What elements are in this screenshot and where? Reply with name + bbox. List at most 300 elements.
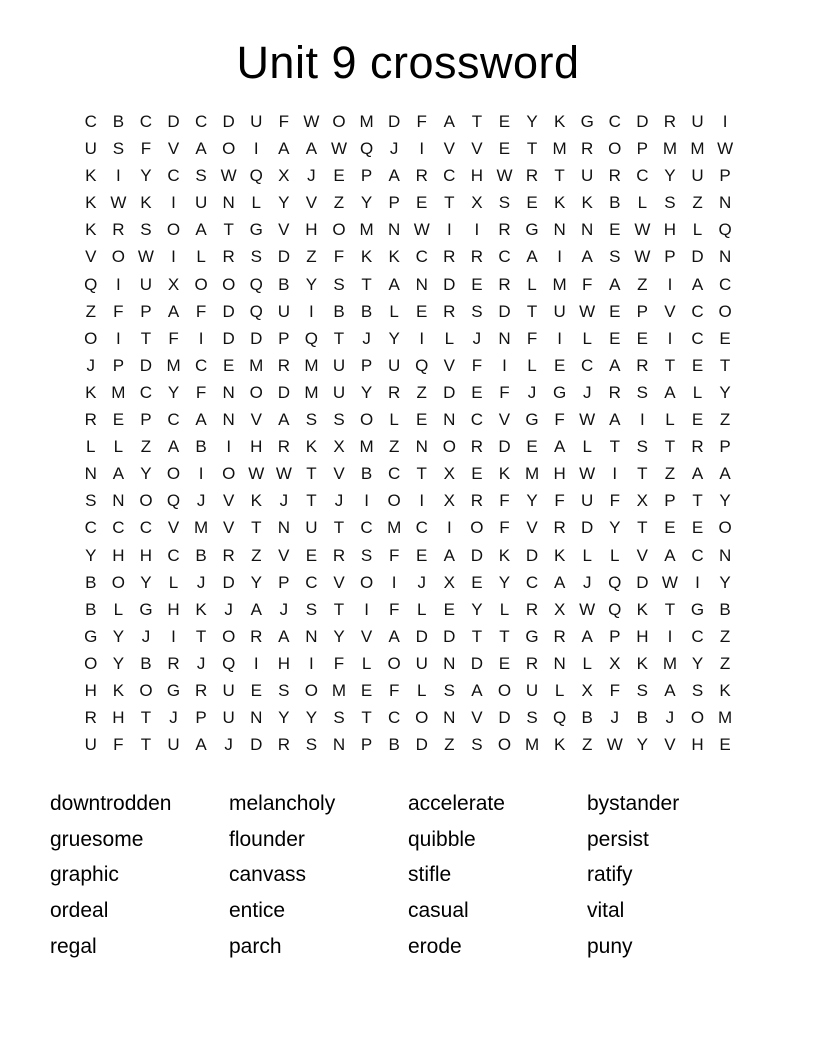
- grid-letter: F: [388, 599, 400, 619]
- grid-row: [77, 406, 739, 433]
- grid-letter: M: [249, 355, 264, 375]
- grid-letter: A: [278, 410, 290, 430]
- grid-row: [77, 433, 739, 460]
- word-item: downtrodden: [50, 792, 172, 816]
- grid-letter: U: [388, 355, 401, 375]
- grid-letter: L: [582, 328, 592, 348]
- grid-letter: D: [443, 274, 456, 294]
- grid-letter: D: [581, 518, 594, 538]
- grid-letter: C: [194, 355, 208, 375]
- grid-letter: P: [140, 301, 152, 321]
- grid-letter: A: [609, 355, 621, 375]
- grid-letter: E: [360, 680, 373, 700]
- grid-letter: N: [443, 653, 456, 673]
- grid-letter: I: [557, 247, 562, 267]
- grid-letter: S: [443, 680, 455, 700]
- grid-letter: L: [251, 193, 261, 213]
- grid-letter: A: [388, 166, 400, 186]
- grid-letter: A: [443, 112, 455, 131]
- grid-letter: S: [636, 382, 649, 402]
- grid-letter: K: [388, 247, 400, 267]
- grid-letter: Z: [140, 437, 152, 457]
- grid-letter: C: [84, 518, 97, 538]
- grid-letter: K: [636, 653, 649, 673]
- grid-letter: V: [498, 410, 511, 430]
- grid-letter: O: [111, 247, 125, 267]
- grid-letter: F: [278, 112, 290, 131]
- grid-letter: C: [691, 328, 704, 348]
- grid-letter: E: [526, 193, 538, 213]
- grid-letter: C: [498, 247, 511, 267]
- grid-letter: E: [250, 680, 262, 700]
- grid-row: [77, 243, 739, 270]
- grid-letter: Y: [360, 382, 373, 402]
- grid-letter: I: [667, 274, 673, 294]
- grid-letter: U: [84, 139, 97, 159]
- grid-letter: M: [552, 274, 567, 294]
- grid-letter: W: [661, 572, 678, 592]
- grid-letter: E: [471, 274, 483, 294]
- grid-letter: E: [719, 328, 731, 348]
- grid-letter: G: [84, 626, 98, 646]
- grid-letter: R: [470, 491, 484, 511]
- grid-letter: F: [168, 328, 179, 348]
- grid-letter: O: [497, 735, 512, 755]
- grid-letter: R: [277, 735, 290, 755]
- grid-row: [77, 704, 739, 731]
- grid-letter: P: [195, 708, 207, 728]
- grid-letter: I: [557, 328, 562, 348]
- grid-letter: I: [309, 653, 314, 673]
- grid-letter: R: [443, 301, 456, 321]
- grid-letter: U: [222, 708, 235, 728]
- grid-letter: F: [499, 491, 510, 511]
- grid-letter: H: [663, 220, 677, 240]
- grid-letter: H: [139, 545, 153, 565]
- grid-letter: R: [222, 247, 235, 267]
- grid-letter: X: [609, 653, 621, 673]
- grid-row: [77, 189, 739, 216]
- grid-letter: U: [691, 112, 704, 131]
- grid-letter: K: [360, 247, 373, 267]
- grid-letter: Z: [306, 247, 317, 267]
- grid-letter: N: [388, 220, 401, 240]
- grid-letter: T: [333, 599, 345, 619]
- grid-letter: T: [140, 328, 152, 348]
- word-item: casual: [408, 899, 469, 923]
- grid-letter: A: [609, 274, 621, 294]
- grid-letter: C: [139, 518, 153, 538]
- grid-letter: B: [581, 708, 593, 728]
- grid-letter: S: [333, 708, 345, 728]
- grid-letter: I: [171, 193, 176, 213]
- grid-letter: I: [446, 220, 452, 240]
- grid-letter: B: [636, 708, 649, 728]
- grid-letter: J: [141, 626, 151, 646]
- grid-letter: V: [278, 220, 290, 240]
- grid-letter: R: [525, 599, 539, 619]
- grid-letter: C: [691, 626, 704, 646]
- grid-letter: X: [581, 680, 593, 700]
- grid-letter: D: [277, 247, 290, 267]
- grid-letter: M: [166, 355, 181, 375]
- grid-letter: Z: [333, 193, 345, 213]
- grid-letter: V: [223, 518, 235, 538]
- grid-letter: Y: [167, 382, 180, 402]
- page-title: Unit 9 crossword: [236, 37, 580, 88]
- grid-letter: L: [610, 545, 620, 565]
- grid-letter: Q: [249, 166, 263, 186]
- grid-letter: S: [140, 220, 152, 240]
- grid-letter: V: [664, 301, 676, 321]
- grid-letter: E: [416, 545, 428, 565]
- grid-letter: Z: [664, 464, 676, 484]
- grid-letter: C: [636, 166, 649, 186]
- grid-letter: L: [665, 410, 675, 430]
- grid-letter: Q: [249, 274, 263, 294]
- grid-letter: B: [609, 193, 621, 213]
- grid-letter: N: [498, 328, 511, 348]
- grid-letter: O: [359, 410, 374, 430]
- word-item: ordeal: [50, 899, 109, 923]
- grid-letter: W: [717, 139, 734, 159]
- grid-letter: E: [609, 301, 621, 321]
- grid-letter: D: [636, 572, 649, 592]
- grid-letter: N: [718, 545, 732, 565]
- grid-letter: P: [112, 355, 125, 375]
- grid-letter: Y: [719, 491, 731, 511]
- grid-letter: J: [224, 735, 233, 755]
- grid-letter: O: [166, 464, 181, 484]
- grid-letter: C: [691, 545, 704, 565]
- grid-letter: M: [359, 220, 374, 240]
- grid-letter: M: [111, 382, 126, 402]
- grid-letter: R: [525, 653, 539, 673]
- grid-row: [77, 677, 739, 704]
- grid-letter: O: [359, 572, 374, 592]
- grid-letter: U: [525, 680, 539, 700]
- grid-letter: S: [305, 599, 318, 619]
- word-list-column: [229, 786, 408, 964]
- grid-letter: U: [84, 735, 97, 755]
- grid-letter: R: [470, 437, 484, 457]
- grid-letter: T: [306, 464, 317, 484]
- grid-letter: T: [526, 301, 538, 321]
- grid-letter: W: [137, 247, 154, 267]
- grid-letter: F: [113, 735, 124, 755]
- grid-letter: P: [664, 491, 676, 511]
- grid-letter: A: [278, 626, 290, 646]
- grid-letter: S: [498, 193, 511, 213]
- grid-letter: D: [415, 735, 428, 755]
- grid-letter: A: [526, 247, 538, 267]
- grid-letter: Y: [140, 166, 152, 186]
- grid-letter: A: [195, 220, 207, 240]
- grid-letter: U: [194, 193, 208, 213]
- grid-letter: T: [499, 626, 510, 646]
- grid-letter: S: [305, 735, 318, 755]
- grid-letter: H: [636, 626, 649, 646]
- grid-letter: T: [471, 112, 483, 131]
- grid-letter: B: [388, 735, 400, 755]
- grid-letter: T: [664, 437, 676, 457]
- grid-letter: Q: [249, 301, 263, 321]
- grid-letter: Z: [637, 274, 648, 294]
- grid-row: [77, 460, 739, 487]
- grid-letter: G: [525, 410, 539, 430]
- grid-letter: L: [499, 599, 510, 619]
- grid-letter: Y: [526, 491, 538, 511]
- grid-letter: R: [277, 437, 290, 457]
- grid-letter: G: [553, 382, 567, 402]
- grid-letter: Q: [415, 355, 429, 375]
- grid-letter: V: [443, 355, 455, 375]
- grid-letter: M: [552, 139, 567, 159]
- grid-letter: N: [443, 410, 456, 430]
- grid-letter: L: [416, 680, 427, 700]
- grid-letter: D: [498, 437, 511, 457]
- grid-letter: T: [306, 491, 317, 511]
- grid-letter: J: [472, 328, 482, 348]
- grid-letter: H: [112, 545, 125, 565]
- grid-letter: U: [332, 382, 346, 402]
- grid-letter: O: [415, 708, 429, 728]
- grid-row: [77, 108, 739, 135]
- grid-letter: X: [443, 464, 455, 484]
- grid-letter: P: [664, 247, 676, 267]
- grid-letter: R: [553, 626, 566, 646]
- grid-letter: I: [198, 328, 204, 348]
- grid-letter: I: [253, 139, 259, 159]
- grid-letter: Z: [719, 626, 731, 646]
- grid-letter: Z: [388, 437, 400, 457]
- grid-letter: F: [554, 410, 565, 430]
- grid-row: [77, 216, 739, 243]
- grid-letter: R: [581, 139, 594, 159]
- grid-letter: O: [387, 653, 401, 673]
- grid-letter: A: [691, 274, 704, 294]
- grid-letter: N: [222, 193, 235, 213]
- grid-letter: E: [636, 328, 649, 348]
- grid-letter: H: [167, 599, 180, 619]
- grid-row: [77, 379, 739, 406]
- grid-letter: S: [85, 491, 97, 511]
- grid-letter: O: [387, 491, 401, 511]
- grid-letter: C: [470, 410, 484, 430]
- grid-letter: N: [277, 518, 290, 538]
- grid-letter: L: [582, 437, 592, 457]
- grid-letter: P: [360, 166, 373, 186]
- word-item: canvass: [229, 863, 307, 887]
- grid-letter: C: [139, 112, 153, 131]
- grid-letter: W: [275, 464, 292, 484]
- grid-letter: A: [443, 545, 455, 565]
- grid-letter: H: [84, 680, 97, 700]
- grid-letter: F: [195, 301, 207, 321]
- grid-letter: B: [195, 545, 207, 565]
- grid-letter: I: [364, 599, 369, 619]
- grid-letter: V: [167, 139, 180, 159]
- grid-letter: Y: [498, 572, 511, 592]
- grid-letter: E: [416, 410, 428, 430]
- grid-letter: F: [195, 382, 207, 402]
- grid-letter: O: [222, 464, 236, 484]
- grid-letter: J: [582, 572, 592, 592]
- grid-letter: W: [579, 599, 596, 619]
- grid-letter: K: [85, 220, 97, 240]
- grid-letter: M: [718, 708, 733, 728]
- grid-letter: C: [305, 572, 318, 592]
- grid-letter: V: [471, 708, 483, 728]
- grid-letter: R: [277, 355, 290, 375]
- grid-letter: Y: [719, 572, 731, 592]
- grid-letter: T: [140, 708, 152, 728]
- grid-letter: K: [498, 464, 511, 484]
- grid-letter: R: [470, 247, 484, 267]
- grid-letter: R: [84, 708, 97, 728]
- grid-letter: R: [222, 545, 235, 565]
- grid-letter: X: [278, 166, 290, 186]
- grid-letter: T: [223, 220, 234, 240]
- grid-letter: M: [524, 464, 540, 484]
- grid-letter: S: [471, 735, 483, 755]
- word-item: melancholy: [229, 792, 336, 816]
- grid-letter: M: [387, 518, 402, 538]
- grid-letter: E: [471, 464, 483, 484]
- grid-letter: T: [333, 328, 345, 348]
- grid-letter: N: [250, 708, 263, 728]
- grid-letter: D: [415, 626, 428, 646]
- grid-letter: W: [220, 166, 237, 186]
- grid-letter: V: [471, 139, 483, 159]
- grid-letter: M: [690, 139, 705, 159]
- grid-letter: L: [527, 355, 537, 375]
- grid-letter: T: [361, 274, 372, 294]
- grid-row: [77, 623, 739, 650]
- grid-letter: T: [251, 518, 262, 538]
- grid-letter: L: [582, 653, 592, 673]
- grid-letter: R: [443, 247, 456, 267]
- grid-letter: W: [579, 464, 596, 484]
- grid-letter: H: [470, 166, 484, 186]
- grid-letter: F: [113, 301, 124, 321]
- grid-row: [77, 731, 739, 758]
- grid-letter: V: [526, 518, 538, 538]
- grid-letter: T: [444, 193, 455, 213]
- grid-letter: T: [609, 437, 620, 457]
- grid-letter: H: [277, 653, 290, 673]
- grid-letter: L: [582, 545, 592, 565]
- grid-letter: I: [419, 491, 425, 511]
- grid-row: [77, 514, 739, 541]
- grid-row: [77, 650, 739, 677]
- grid-letter: Q: [608, 599, 622, 619]
- grid-letter: Q: [718, 220, 732, 240]
- grid-letter: T: [554, 166, 565, 186]
- grid-letter: U: [581, 491, 594, 511]
- grid-letter: P: [360, 735, 373, 755]
- grid-letter: E: [443, 599, 455, 619]
- grid-letter: J: [169, 708, 178, 728]
- grid-letter: P: [719, 437, 731, 457]
- grid-letter: J: [665, 708, 675, 728]
- grid-letter: V: [360, 626, 373, 646]
- grid-letter: J: [417, 572, 426, 592]
- wordsearch-grid: [77, 108, 739, 758]
- grid-letter: D: [443, 382, 456, 402]
- grid-letter: J: [527, 382, 537, 402]
- grid-letter: N: [718, 247, 732, 267]
- grid-letter: F: [609, 491, 620, 511]
- grid-letter: M: [662, 653, 678, 673]
- grid-letter: Y: [636, 735, 649, 755]
- grid-letter: L: [86, 437, 96, 457]
- grid-letter: D: [470, 653, 484, 673]
- grid-letter: I: [474, 220, 480, 240]
- grid-letter: D: [167, 112, 180, 131]
- grid-letter: L: [113, 437, 124, 457]
- grid-letter: B: [85, 599, 97, 619]
- grid-letter: D: [277, 382, 290, 402]
- grid-letter: B: [360, 301, 373, 321]
- grid-letter: P: [278, 572, 290, 592]
- grid-letter: X: [167, 274, 180, 294]
- grid-letter: S: [333, 410, 345, 430]
- grid-letter: Y: [388, 328, 400, 348]
- grid-letter: R: [553, 518, 566, 538]
- grid-letter: Q: [553, 708, 567, 728]
- grid-letter: S: [360, 545, 373, 565]
- grid-letter: R: [194, 680, 208, 700]
- grid-letter: N: [415, 437, 428, 457]
- grid-letter: I: [116, 166, 121, 186]
- grid-letter: Y: [526, 112, 538, 131]
- grid-letter: G: [580, 112, 594, 131]
- grid-letter: A: [167, 437, 180, 457]
- grid-letter: I: [253, 653, 259, 673]
- grid-letter: V: [167, 518, 180, 538]
- grid-letter: G: [139, 599, 153, 619]
- grid-letter: N: [112, 491, 125, 511]
- grid-letter: Y: [278, 193, 290, 213]
- grid-letter: N: [553, 220, 566, 240]
- grid-letter: E: [691, 410, 704, 430]
- grid-letter: B: [195, 437, 207, 457]
- grid-letter: Z: [85, 301, 96, 321]
- grid-letter: Y: [305, 274, 318, 294]
- grid-letter: J: [279, 599, 289, 619]
- grid-letter: C: [525, 572, 539, 592]
- grid-letter: F: [582, 274, 593, 294]
- grid-letter: U: [332, 355, 346, 375]
- grid-letter: Y: [112, 626, 125, 646]
- grid-letter: K: [195, 599, 207, 619]
- grid-letter: O: [608, 139, 622, 159]
- grid-letter: A: [664, 382, 676, 402]
- grid-letter: R: [608, 166, 621, 186]
- grid-letter: K: [140, 193, 152, 213]
- grid-letter: K: [85, 193, 97, 213]
- grid-letter: M: [304, 355, 319, 375]
- grid-letter: F: [388, 545, 400, 565]
- word-item: accelerate: [408, 792, 505, 816]
- grid-letter: X: [443, 572, 455, 592]
- grid-row: [77, 325, 739, 352]
- grid-letter: O: [442, 437, 456, 457]
- grid-letter: S: [471, 301, 483, 321]
- word-item: flounder: [229, 827, 305, 851]
- grid-letter: J: [582, 382, 592, 402]
